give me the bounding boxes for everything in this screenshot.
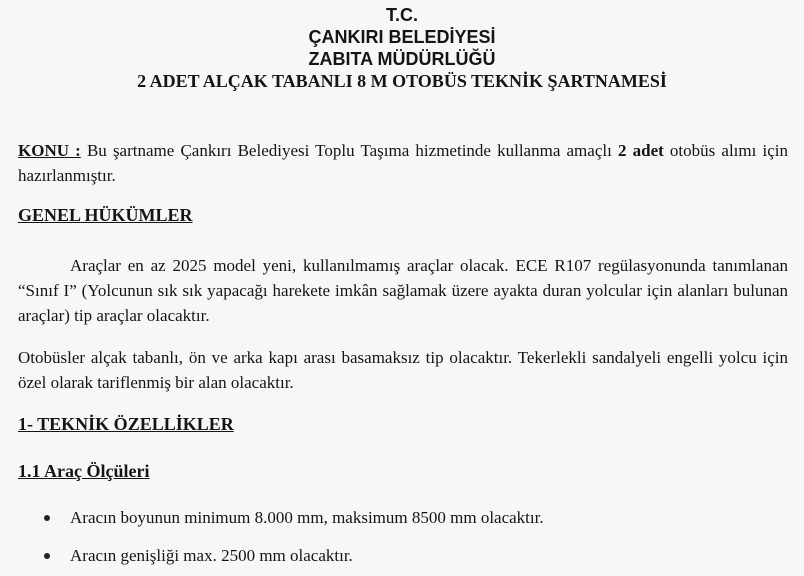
list-item bbox=[44, 508, 544, 528]
bullet-icon bbox=[44, 515, 50, 521]
list-item-text: Aracın boyunun minimum 8.000 mm, maksimum 8500 mm olacaktır. bbox=[70, 508, 544, 527]
header-department: ZABITA MÜDÜRLÜĞÜ bbox=[308, 49, 496, 69]
general-paragraph-2: Otobüsler alçak tabanlı, ön ve arka kapı arası basamaksız tip olacaktır. Tekerlekli sandalyeli engelli yolcu için özel olarak tariflenmiş bir alan olacaktır. bbox=[18, 348, 788, 392]
subject-paragraph bbox=[18, 138, 788, 188]
header-tc: T.C. bbox=[385, 5, 418, 25]
subject-label: KONU : bbox=[18, 141, 81, 160]
subject-quantity: 2 adet bbox=[617, 141, 664, 160]
bullet-icon bbox=[44, 553, 50, 559]
header-municipality: ÇANKIRI BELEDİYESİ bbox=[308, 27, 496, 47]
section-number: 1.1 bbox=[18, 461, 41, 481]
document-title: 2 ADET ALÇAK TABANLI 8 M OTOBÜS TEKNİK ŞARTNAMESİ bbox=[137, 71, 667, 91]
subject-text-a: Bu şartname Çankırı Belediyesi Toplu Taşıma hizmetinde kullanma amaçlı bbox=[80, 141, 618, 160]
subject-text-b: otobüs alımı için hazırlanmıştır. bbox=[18, 141, 788, 185]
section-title: Araç Ölçüleri bbox=[44, 461, 150, 481]
vehicle-dimensions-heading bbox=[18, 461, 149, 482]
list-item-text: Aracın genişliği max. 2500 mm olacaktır. bbox=[70, 546, 353, 565]
general-provisions-heading: GENEL HÜKÜMLER bbox=[18, 205, 193, 225]
general-paragraph-1: Araçlar en az 2025 model yeni, kullanılmamış araçlar olacak. ECE R107 regülasyonunda tanımlanan “Sınıf I” (Yolcunun sık sık yapacağı harekete imkân sağlamak üzere ayakta duran yolcular için alanları bulunan araçlar) tip araçlar olacaktır. bbox=[18, 256, 788, 325]
technical-specs-heading: 1- TEKNİK ÖZELLİKLER bbox=[18, 414, 234, 434]
list-item bbox=[44, 546, 353, 566]
